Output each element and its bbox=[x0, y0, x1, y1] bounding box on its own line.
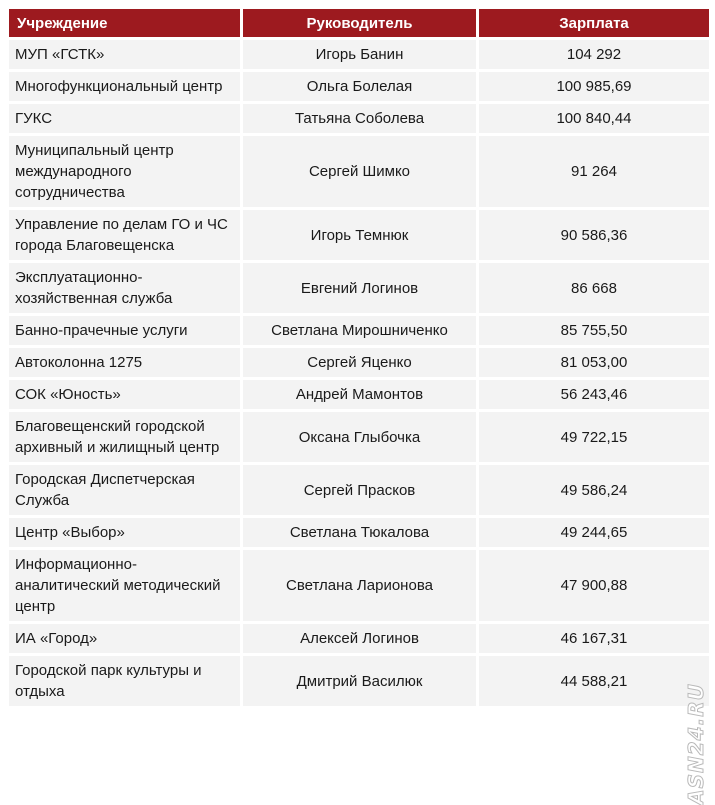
cell-institution: ИА «Город» bbox=[9, 624, 240, 653]
cell-salary: 100 985,69 bbox=[479, 72, 709, 101]
cell-salary: 47 900,88 bbox=[479, 550, 709, 621]
cell-head: Игорь Темнюк bbox=[243, 210, 476, 260]
cell-institution: ГУКС bbox=[9, 104, 240, 133]
cell-institution: Управление по делам ГО и ЧС города Благовещенска bbox=[9, 210, 240, 260]
cell-head: Игорь Банин bbox=[243, 40, 476, 69]
table-row bbox=[9, 550, 709, 621]
cell-institution: Эксплуатационно-хозяйственная служба bbox=[9, 263, 240, 313]
watermark-text: ASN24.RU bbox=[684, 683, 709, 805]
cell-head: Дмитрий Василюк bbox=[243, 656, 476, 706]
table-row bbox=[9, 656, 709, 706]
cell-head: Сергей Шимко bbox=[243, 136, 476, 207]
cell-head: Андрей Мамонтов bbox=[243, 380, 476, 409]
cell-institution: Центр «Выбор» bbox=[9, 518, 240, 547]
salary-table bbox=[6, 6, 712, 709]
cell-head: Ольга Болелая bbox=[243, 72, 476, 101]
header-salary: Зарплата bbox=[479, 9, 709, 37]
cell-institution: Информационно-аналитический методический центр bbox=[9, 550, 240, 621]
table-row bbox=[9, 624, 709, 653]
cell-salary: 100 840,44 bbox=[479, 104, 709, 133]
cell-institution: Муниципальный центр международного сотрудничества bbox=[9, 136, 240, 207]
cell-institution: Автоколонна 1275 bbox=[9, 348, 240, 377]
cell-head: Татьяна Соболева bbox=[243, 104, 476, 133]
table-row bbox=[9, 518, 709, 547]
table-row bbox=[9, 263, 709, 313]
cell-salary: 44 588,21 bbox=[479, 656, 709, 706]
cell-head: Евгений Логинов bbox=[243, 263, 476, 313]
table-row bbox=[9, 316, 709, 345]
cell-salary: 86 668 bbox=[479, 263, 709, 313]
table-row bbox=[9, 465, 709, 515]
cell-institution: МУП «ГСТК» bbox=[9, 40, 240, 69]
header-row bbox=[9, 9, 709, 37]
table-row bbox=[9, 104, 709, 133]
table-row bbox=[9, 348, 709, 377]
cell-salary: 90 586,36 bbox=[479, 210, 709, 260]
cell-head: Сергей Яценко bbox=[243, 348, 476, 377]
cell-salary: 49 244,65 bbox=[479, 518, 709, 547]
table-row bbox=[9, 412, 709, 462]
cell-head: Алексей Логинов bbox=[243, 624, 476, 653]
cell-institution: Городской парк культуры и отдыха bbox=[9, 656, 240, 706]
cell-head: Светлана Ларионова bbox=[243, 550, 476, 621]
table-row bbox=[9, 72, 709, 101]
cell-salary: 56 243,46 bbox=[479, 380, 709, 409]
table-body bbox=[9, 40, 709, 706]
cell-head: Сергей Прасков bbox=[243, 465, 476, 515]
table-row bbox=[9, 210, 709, 260]
cell-institution: Многофункциональный центр bbox=[9, 72, 240, 101]
cell-head: Оксана Глыбочка bbox=[243, 412, 476, 462]
table-row bbox=[9, 380, 709, 409]
cell-institution: Благовещенский городской архивный и жилищный центр bbox=[9, 412, 240, 462]
header-head: Руководитель bbox=[243, 9, 476, 37]
table-row bbox=[9, 136, 709, 207]
cell-head: Светлана Мирошниченко bbox=[243, 316, 476, 345]
salary-table-container bbox=[6, 6, 706, 709]
cell-institution: СОК «Юность» bbox=[9, 380, 240, 409]
cell-salary: 104 292 bbox=[479, 40, 709, 69]
cell-salary: 49 722,15 bbox=[479, 412, 709, 462]
table-header bbox=[9, 9, 709, 37]
cell-head: Светлана Тюкалова bbox=[243, 518, 476, 547]
cell-salary: 85 755,50 bbox=[479, 316, 709, 345]
cell-institution: Городская Диспетчерская Служба bbox=[9, 465, 240, 515]
header-institution: Учреждение bbox=[9, 9, 240, 37]
table-row bbox=[9, 40, 709, 69]
cell-salary: 46 167,31 bbox=[479, 624, 709, 653]
cell-salary: 91 264 bbox=[479, 136, 709, 207]
cell-institution: Банно-прачечные услуги bbox=[9, 316, 240, 345]
cell-salary: 49 586,24 bbox=[479, 465, 709, 515]
cell-salary: 81 053,00 bbox=[479, 348, 709, 377]
